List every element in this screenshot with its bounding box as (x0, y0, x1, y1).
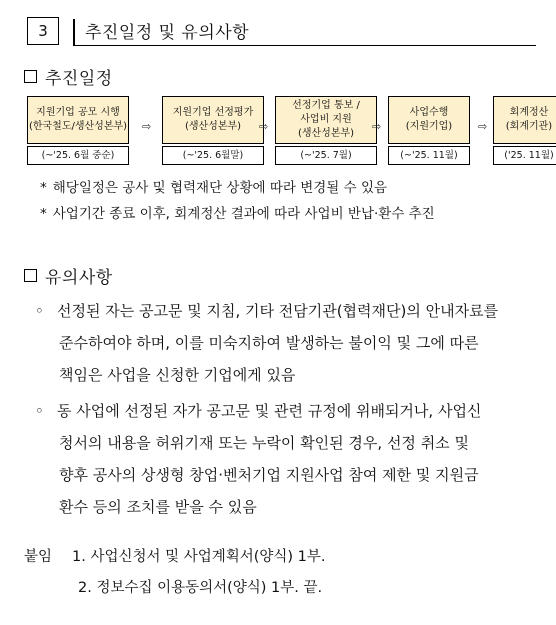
cautions-heading-text: 유의사항 (45, 268, 113, 288)
caution-line: 청서의 내용을 허위기재 또는 누락이 확인된 경우, 선정 취소 및 (59, 434, 469, 452)
section-title: 추진일정 및 유의사항 (85, 23, 250, 43)
flow-step-date: ('25. 11월) (493, 146, 556, 165)
schedule-heading (24, 64, 113, 89)
flow-step-date: (~'25. 11월) (388, 146, 470, 165)
right-arrow-icon: ⇨ (478, 120, 488, 133)
caution-line: 책임은 사업을 신청한 기업에게 있음 (59, 366, 296, 384)
flow-step-box (388, 96, 470, 144)
section-divider (73, 19, 75, 45)
flow-step-date: (~'25. 6월말) (162, 146, 264, 165)
caution-line: 환수 등의 조치를 받을 수 있음 (59, 498, 257, 516)
attachment-item: 2. 정보수집 이용동의서(양식) 1부. 끝. (78, 580, 323, 596)
square-bullet-icon (24, 70, 37, 83)
flow-step (493, 96, 556, 165)
section-header (27, 17, 536, 47)
section-underline (73, 45, 536, 46)
caution-line: 향후 공사의 상생형 창업·벤처기업 지원사업 참여 제한 및 지원금 (59, 466, 479, 484)
attachment-item: 1. 사업신청서 및 사업계획서(양식) 1부. (72, 549, 326, 565)
cautions-heading (24, 263, 113, 288)
right-arrow-icon: ⇨ (259, 120, 269, 133)
right-arrow-icon: ⇨ (142, 120, 152, 133)
flow-step-box (162, 96, 264, 144)
flow-step (27, 96, 129, 165)
flow-step (162, 96, 264, 165)
caution-line: 준수하여야 하며, 이를 미숙지하여 발생하는 불이익 및 그에 따른 (59, 334, 479, 352)
circle-bullet-icon: ◦ (35, 402, 44, 420)
section-number: 3 (27, 17, 59, 45)
caution-line: 동 사업에 선정된 자가 공고문 및 관련 규정에 위배되거나, 사업신 (57, 402, 482, 420)
flow-step-date: (~'25. 7월) (275, 146, 377, 165)
caution-item (35, 395, 545, 523)
flow-step-label: 선정기업 통보 / 사업비 지원 (생산성본부) (292, 100, 360, 139)
flow-step (388, 96, 470, 165)
note-text: 사업기간 종료 이후, 회계정산 결과에 따라 사업비 반납·환수 추진 (52, 206, 435, 222)
schedule-note (40, 176, 387, 196)
attachments-label: 붙임 (24, 549, 53, 565)
note-mark: * (40, 180, 47, 196)
note-text: 해당일정은 공사 및 협력재단 상황에 따라 변경될 수 있음 (52, 180, 388, 196)
square-bullet-icon (24, 269, 37, 282)
schedule-heading-text: 추진일정 (45, 69, 113, 89)
flow-step-label: 지원기업 선정평가 (생산성본부) (172, 107, 254, 132)
flow-step-box (493, 96, 556, 144)
flow-step-label: 회계정산 (회계기관) (505, 107, 553, 132)
flow-step-label: 사업수행 (지원기업) (405, 107, 453, 132)
caution-line: 선정된 자는 공고문 및 지침, 기타 전담기관(협력재단)의 안내자료를 (57, 302, 499, 320)
flow-step (275, 96, 377, 165)
schedule-note (40, 202, 435, 222)
note-mark: * (40, 206, 47, 222)
flow-step-date: (~'25. 6월 중순) (27, 146, 129, 165)
flow-step-box (27, 96, 129, 144)
flow-step-box (275, 96, 377, 144)
circle-bullet-icon: ◦ (35, 302, 44, 320)
right-arrow-icon: ⇨ (372, 120, 382, 133)
flow-step-label: 지원기업 공모 시행 (한국철도/생산성본부) (28, 107, 128, 132)
caution-item (35, 295, 545, 391)
